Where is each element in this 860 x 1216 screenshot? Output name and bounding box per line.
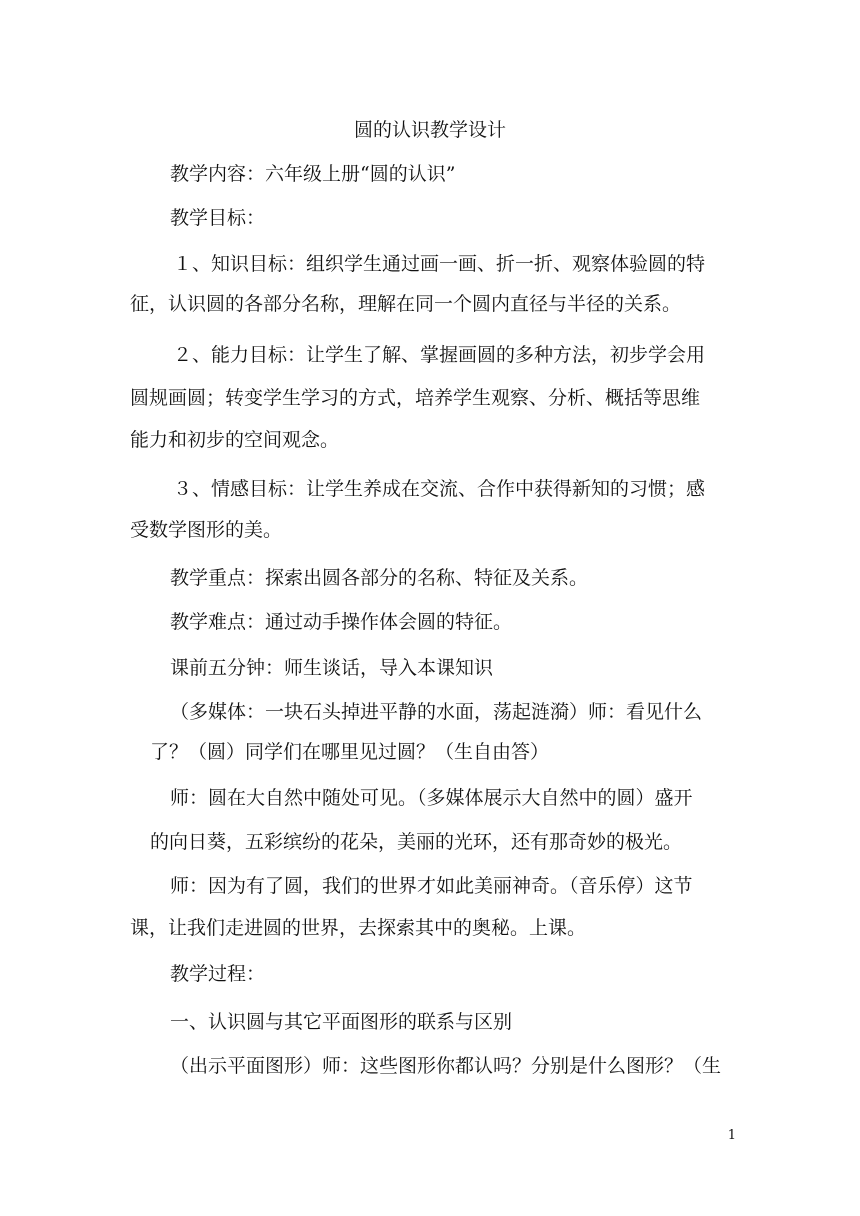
paragraph-line: 师：因为有了圆，我们的世界才如此美丽神奇。（音乐停）这节 bbox=[170, 875, 693, 897]
paragraph-line: （出示平面图形）师：这些图形你都认吗？分别是什么图形？（生 bbox=[170, 1055, 722, 1077]
paragraph-line: （多媒体：一块石头掉进平静的水面，荡起涟漪）师：看见什么 bbox=[170, 701, 703, 723]
paragraph-line: 课，让我们走进圆的世界，去探索其中的奥秘。上课。 bbox=[130, 917, 587, 939]
paragraph-line: １、知识目标：组织学生通过画一画、折一折、观察体验圆的特 bbox=[173, 253, 706, 275]
paragraph-line: 能力和初步的空间观念。 bbox=[130, 429, 340, 451]
paragraph-line: 圆规画圆；转变学生学习的方式，培养学生观察、分析、概括等思维 bbox=[130, 387, 701, 409]
paragraph-line: 教学过程： bbox=[170, 963, 266, 985]
document-title: 圆的认识教学设计 bbox=[353, 119, 506, 141]
page-number: 1 bbox=[727, 1128, 736, 1143]
paragraph-line: 课前五分钟：师生谈话，导入本课知识 bbox=[170, 657, 494, 679]
paragraph-line: 的向日葵，五彩缤纷的花朵，美丽的光环，还有那奇妙的极光。 bbox=[150, 831, 683, 853]
paragraph-line: 征，认识圆的各部分名称，理解在同一个圆内直径与半径的关系。 bbox=[130, 293, 682, 315]
paragraph-line: 教学重点：探索出圆各部分的名称、特征及关系。 bbox=[170, 567, 589, 589]
paragraph-line: 教学内容：六年级上册“圆的认识” bbox=[170, 163, 456, 185]
paragraph-line: ２、能力目标：让学生了解、掌握画圆的多种方法，初步学会用 bbox=[173, 344, 706, 366]
paragraph-line: 受数学图形的美。 bbox=[130, 519, 283, 541]
paragraph-line: 了？（圆）同学们在哪里见过圆？（生自由答） bbox=[150, 741, 550, 763]
paragraph-line: 教学难点：通过动手操作体会圆的特征。 bbox=[170, 611, 513, 633]
paragraph-line: 师：圆在大自然中随处可见。（多媒体展示大自然中的圆）盛开 bbox=[170, 787, 693, 809]
paragraph-line: ３、情感目标：让学生养成在交流、合作中获得新知的习惯；感 bbox=[173, 478, 706, 500]
paragraph-line: 一、认识圆与其它平面图形的联系与区别 bbox=[170, 1011, 513, 1033]
paragraph-line: 教学目标： bbox=[170, 207, 266, 229]
